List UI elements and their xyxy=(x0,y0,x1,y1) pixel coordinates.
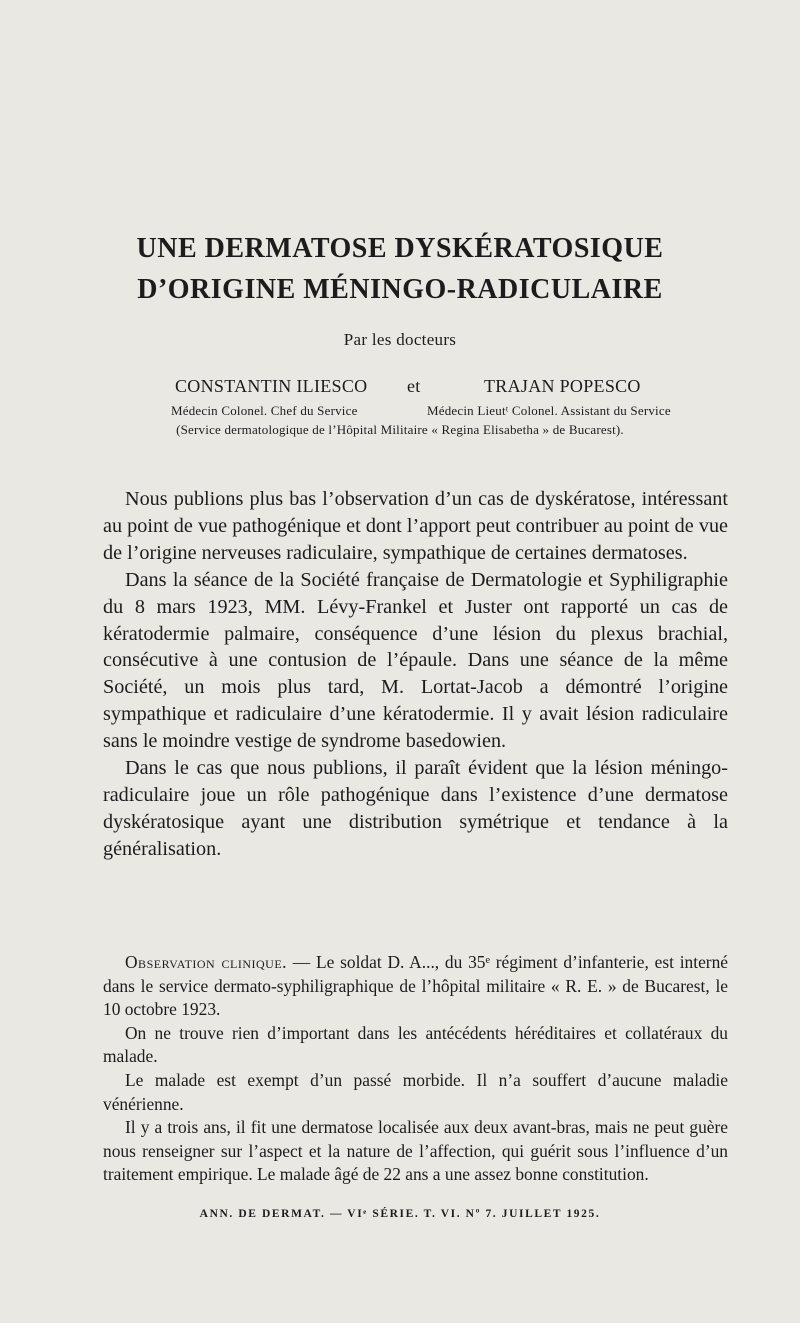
journal-footer: ANN. DE DERMAT. — VIᵉ SÉRIE. T. VI. Nº 7. JUILLET 1925. xyxy=(199,1208,601,1220)
author-conjunction: et xyxy=(407,376,421,396)
author-second: TRAJAN POPESCO xyxy=(484,376,641,396)
observation-paragraph-2: On ne trouve rien d’important dans les antécédents héréditaires et collatéraux du malade. xyxy=(103,1022,728,1067)
observation-first-paragraph xyxy=(103,951,728,1022)
author-first-role: Médecin Colonel. Chef du Service xyxy=(171,403,358,418)
intro-paragraph-3: Dans le cas que nous publions, il paraît évident que la lésion méningo-radiculaire joue un rôle pathogénique dans l’existence d’une dermatose dyskératosique ayant une distribution symétrique et tendance à la généralisation. xyxy=(103,757,728,860)
institution: (Service dermatologique de l’Hôpital Militaire « Regina Elisabetha » de Bucarest). xyxy=(176,422,624,437)
title-line-1: UNE DERMATOSE DYSKÉRATOSIQUE xyxy=(136,233,664,264)
author-second-role: Médecin Lieutᵗ Colonel. Assistant du Service xyxy=(427,403,671,418)
observation-paragraph-3: Le malade est exempt d’un passé morbide. Il n’a souffert d’aucune maladie vénérienne. xyxy=(103,1069,728,1114)
intro-paragraph-2: Dans la séance de la Société française de Dermatologie et Syphiligraphie du 8 mars 1923, MM. Lévy-Frankel et Juster ont rapporté un cas de kératodermie palmaire, conséquence d’une lésion du plexus brachial, consécutive à une contusion de l’épaule. Dans une séance de la même Société, un mois plus tard, M. Lortat-Jacob a démontré l’origine sympathique et radiculaire d’une kératodermie. Il y avait lésion radiculaire sans le moindre vestige de syndrome basedowien. xyxy=(103,568,728,753)
intro-paragraph-1: Nous publions plus bas l’observation d’un cas de dyskératose, intéressant au point de vue pathogénique et dont l’apport peut contribuer au point de vue de l’origine nerveuses radiculaire, sympathique de certaines dermatoses. xyxy=(103,488,728,564)
observation-section xyxy=(103,951,728,1187)
observation-first-text: — Le soldat D. A..., du 35ᵉ régiment d’infanterie, est interné dans le service dermato-syphiligraphique de l’hôpital militaire « R. E. » de Bucarest, le 10 octobre 1923. xyxy=(103,952,728,1020)
byline: Par les docteurs xyxy=(343,330,457,349)
observation-paragraph-4: Il y a trois ans, il fit une dermatose localisée aux deux avant-bras, mais ne peut guère nous renseigner sur l’aspect et la nature de l’affection, qui guérit sous l’influence d’un traitement empirique. Le malade âgé de 22 ans a une assez bonne constitution. xyxy=(103,1117,728,1185)
observation-heading: Observation clinique. xyxy=(125,952,288,972)
intro-section xyxy=(103,486,728,863)
author-first: CONSTANTIN ILIESCO xyxy=(175,376,368,396)
title-line-2: D’ORIGINE MÉNINGO-RADICULAIRE xyxy=(137,274,663,305)
